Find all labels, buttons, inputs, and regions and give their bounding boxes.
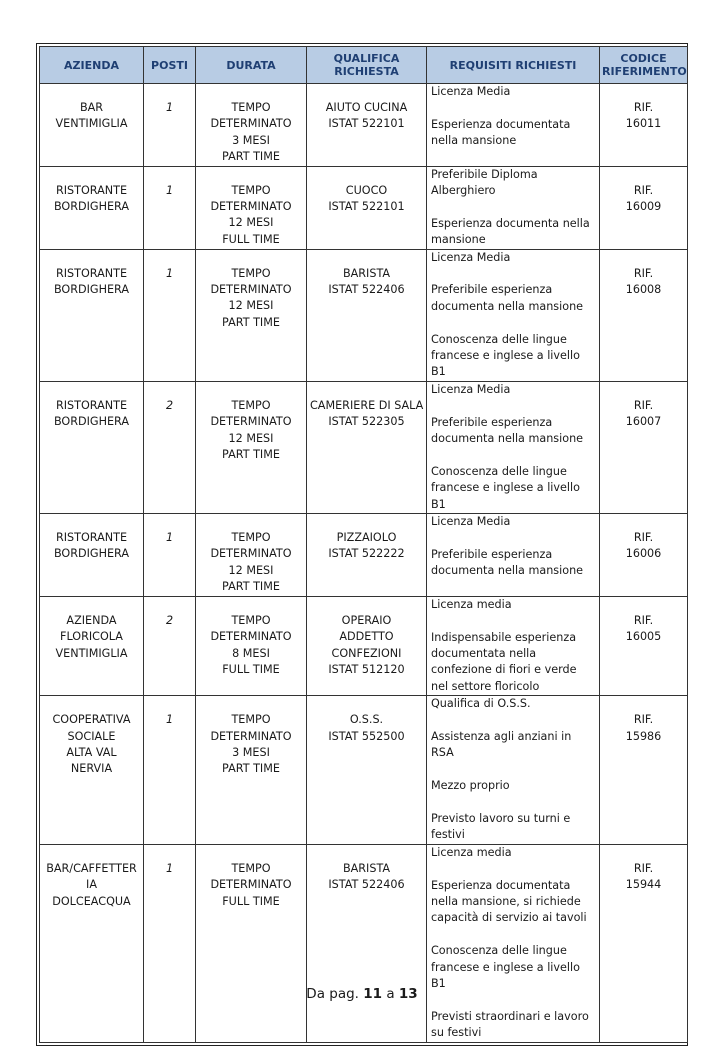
requisiti-cell-line: documenta nella mansione [431, 564, 584, 578]
codice-cell-line: RIF. [633, 531, 654, 545]
azienda-cell [40, 696, 144, 845]
requisiti-cell-line: francese e inglese a livello B1 [431, 481, 580, 511]
codice-cell-line: 16009 [625, 200, 662, 214]
requisiti-cell [427, 381, 600, 513]
durata-cell [196, 84, 307, 167]
durata-cell [196, 696, 307, 845]
durata-cell-line: 8 MESI [232, 646, 270, 660]
azienda-cell-line: RISTORANTE [55, 266, 128, 280]
requisiti-cell-line: documentata nella [431, 646, 537, 660]
qualifica-cell-line: CAMERIERE DI SALA [310, 398, 424, 412]
requisiti-cell-line: Assistenza agli anziani in RSA [431, 729, 572, 760]
requisiti-cell-line [431, 613, 596, 629]
qualifica-cell-line: CUOCO [345, 183, 388, 197]
codice-cell-line: 15944 [625, 878, 662, 892]
azienda-cell-line: DOLCEACQUA [52, 894, 131, 908]
codice-cell-line: RIF. [633, 613, 654, 627]
qualifica-cell-line: ADDETTO [339, 630, 394, 644]
durata-cell-line: TEMPO [231, 613, 271, 627]
qualifica-cell-line: CONFEZIONI [331, 646, 402, 660]
requisiti-cell-line: documenta nella mansione [431, 432, 584, 446]
qualifica-cell [307, 696, 427, 845]
requisiti-cell-line: nel settore floricolo [431, 679, 540, 693]
azienda-cell-line: NERVIA [70, 762, 113, 776]
requisiti-cell-line: Preferibile Diploma [431, 167, 538, 181]
requisiti-cell-line: Licenza Media [431, 85, 511, 98]
requisiti-cell [427, 844, 600, 1042]
codice-cell [600, 844, 688, 1042]
durata-cell-line: DETERMINATO [210, 547, 292, 561]
qualifica-cell [307, 249, 427, 381]
requisiti-cell-line: Licenza Media [431, 250, 511, 264]
azienda-cell [40, 249, 144, 381]
requisiti-cell-line: Preferibile esperienza [431, 547, 553, 561]
table-body [40, 84, 688, 1043]
qualifica-cell [307, 381, 427, 513]
header-qualifica-line1: QUALIFICA [333, 52, 400, 65]
durata-cell-line: 3 MESI [232, 745, 270, 759]
azienda-cell-line: BORDIGHERA [53, 283, 130, 297]
requisiti-cell-line: documenta nella mansione [431, 299, 584, 313]
codice-cell-line: RIF. [633, 266, 654, 280]
durata-cell-line: TEMPO [231, 531, 271, 545]
header-durata: DURATA [196, 47, 307, 84]
durata-cell-line: DETERMINATO [210, 200, 292, 214]
requisiti-cell-line [431, 100, 596, 116]
qualifica-cell [307, 514, 427, 597]
qualifica-cell-line: ISTAT 522406 [328, 283, 405, 297]
requisiti-cell-line: Esperienza documentata [431, 878, 571, 892]
header-requisiti: REQUISITI RICHIESTI [427, 47, 600, 84]
qualifica-cell [307, 166, 427, 249]
table-row [40, 696, 688, 845]
qualifica-cell-line: PIZZAIOLO [336, 531, 397, 545]
azienda-cell-line: SOCIALE [67, 729, 116, 743]
requisiti-cell-line: Preferibile esperienza [431, 415, 553, 429]
azienda-cell-line: AZIENDA [66, 613, 117, 627]
durata-cell-line: TEMPO [231, 398, 271, 412]
qualifica-cell-line: ISTAT 522305 [328, 415, 405, 429]
header-qualifica-line2: RICHIESTA [334, 65, 399, 78]
durata-cell [196, 596, 307, 695]
footer-page-from: 11 [363, 986, 383, 1002]
posti-cell: 1 [144, 249, 196, 381]
requisiti-cell-line: Indispensabile esperienza [431, 630, 577, 644]
qualifica-cell-line: O.S.S. [349, 713, 384, 727]
durata-cell [196, 514, 307, 597]
durata-cell-line: DETERMINATO [210, 283, 292, 297]
requisiti-cell-line [431, 530, 596, 546]
job-offers-table [39, 46, 688, 1043]
job-offers-frame [36, 43, 688, 1046]
azienda-cell [40, 514, 144, 597]
requisiti-cell-line: Licenza media [431, 845, 512, 859]
requisiti-cell [427, 166, 600, 249]
durata-cell [196, 381, 307, 513]
header-codice-line2: RIFERIMENTO [602, 65, 687, 78]
posti-cell: 1 [144, 696, 196, 845]
qualifica-cell [307, 844, 427, 1042]
azienda-cell-line: RISTORANTE [55, 398, 128, 412]
requisiti-cell [427, 249, 600, 381]
azienda-cell-line: BAR [79, 101, 104, 114]
durata-cell-line: PART TIME [222, 150, 280, 164]
requisiti-cell-line: nella mansione, si richiede [431, 894, 581, 908]
header-azienda: AZIENDA [40, 47, 144, 84]
requisiti-cell-line: Licenza media [431, 597, 512, 611]
durata-cell-line: FULL TIME [222, 894, 280, 908]
posti-cell: 1 [144, 84, 196, 167]
qualifica-cell [307, 596, 427, 695]
codice-cell-line: 16008 [625, 283, 662, 297]
requisiti-cell-line [431, 447, 596, 463]
requisiti-cell-line [431, 927, 596, 943]
durata-cell-line: TEMPO [231, 183, 271, 197]
requisiti-cell-line [431, 266, 596, 282]
requisiti-cell-line: Conoscenza delle lingue [431, 332, 567, 346]
durata-cell-line: DETERMINATO [210, 630, 292, 644]
footer-prefix: Da pag. [306, 986, 364, 1002]
requisiti-cell-line: Previsti straordinari e lavoro [431, 1009, 589, 1023]
codice-cell-line: RIF. [633, 398, 654, 412]
requisiti-cell-line: confezione di fiori e verde [431, 663, 577, 677]
requisiti-cell-line: Conoscenza delle lingue [431, 464, 567, 478]
azienda-cell [40, 381, 144, 513]
requisiti-cell-line: Preferibile esperienza [431, 283, 553, 297]
azienda-cell-line: VENTIMIGLIA [55, 117, 128, 131]
posti-cell: 1 [144, 844, 196, 1042]
durata-cell-line: TEMPO [231, 713, 271, 727]
qualifica-cell-line: ISTAT 522101 [328, 117, 405, 131]
posti-cell: 1 [144, 514, 196, 597]
durata-cell-line: PART TIME [222, 315, 280, 329]
header-posti: POSTI [144, 47, 196, 84]
qualifica-cell-line: ISTAT 552500 [328, 729, 405, 743]
qualifica-cell-line: AIUTO CUCINA [325, 101, 408, 114]
footer-middle: a [382, 986, 399, 1002]
azienda-cell-line: BORDIGHERA [53, 547, 130, 561]
durata-cell-line: TEMPO [231, 266, 271, 280]
azienda-cell [40, 596, 144, 695]
requisiti-cell-line: Previsto lavoro su turni e [431, 811, 571, 825]
durata-cell-line: DETERMINATO [210, 117, 292, 131]
codice-cell [600, 381, 688, 513]
requisiti-cell-line [431, 713, 596, 729]
requisiti-cell-line [431, 315, 596, 331]
requisiti-cell-line: mansione [431, 233, 486, 247]
table-row [40, 514, 688, 597]
qualifica-cell-line: BARISTA [342, 861, 391, 875]
requisiti-cell-line: Licenza Media [431, 382, 511, 396]
azienda-cell [40, 84, 144, 167]
azienda-cell-line: RISTORANTE [55, 531, 128, 545]
header-codice-line1: CODICE [620, 52, 667, 65]
azienda-cell-line: FLORICOLA [60, 630, 123, 644]
requisiti-cell [427, 514, 600, 597]
durata-cell-line: FULL TIME [222, 662, 280, 676]
durata-cell-line: PART TIME [222, 762, 280, 776]
requisiti-cell [427, 596, 600, 695]
qualifica-cell-line: ISTAT 522101 [328, 200, 405, 214]
requisiti-cell-line [431, 762, 596, 778]
durata-cell-line: DETERMINATO [210, 878, 292, 892]
durata-cell [196, 844, 307, 1042]
table-row [40, 844, 688, 1042]
requisiti-cell-line [431, 199, 596, 215]
requisiti-cell [427, 84, 600, 167]
durata-cell-line: 12 MESI [228, 299, 274, 313]
header-qualifica [307, 47, 427, 84]
requisiti-cell-line: Esperienza documenta nella [431, 216, 590, 230]
requisiti-cell-line: Alberghiero [431, 184, 496, 198]
durata-cell-line: PART TIME [222, 580, 280, 594]
requisiti-cell-line: Mezzo proprio [431, 779, 510, 793]
codice-cell-line: 16005 [625, 630, 662, 644]
table-row [40, 84, 688, 167]
requisiti-cell-line: capacità di servizio ai tavoli [431, 911, 587, 925]
durata-cell-line: TEMPO [231, 861, 271, 875]
qualifica-cell-line: ISTAT 512120 [328, 662, 405, 676]
durata-cell-line: 3 MESI [232, 133, 270, 147]
codice-cell [600, 166, 688, 249]
table-row [40, 249, 688, 381]
codice-cell-line: RIF. [633, 183, 654, 197]
codice-cell-line: RIF. [633, 713, 654, 727]
footer-page-to: 13 [398, 986, 418, 1002]
requisiti-cell-line: Licenza Media [431, 515, 511, 529]
codice-cell [600, 249, 688, 381]
durata-cell-line: 12 MESI [228, 216, 274, 230]
requisiti-cell-line [431, 398, 596, 414]
requisiti-cell-line [431, 795, 596, 811]
table-header-row [40, 47, 688, 84]
durata-cell-line: 12 MESI [228, 563, 274, 577]
azienda-cell-line: COOPERATIVA [52, 713, 131, 727]
qualifica-cell [307, 84, 427, 167]
azienda-cell-line: ALTA VAL [66, 745, 117, 759]
qualifica-cell-line: ISTAT 522406 [328, 878, 405, 892]
codice-cell-line: 16006 [625, 547, 662, 561]
azienda-cell-line: RISTORANTE [55, 183, 128, 197]
durata-cell-line: PART TIME [222, 448, 280, 462]
codice-cell-line: 16011 [625, 117, 662, 131]
codice-cell [600, 514, 688, 597]
codice-cell-line: RIF. [633, 101, 654, 114]
durata-cell-line: 12 MESI [228, 431, 274, 445]
requisiti-cell-line: Qualifica di O.S.S. [431, 697, 531, 711]
posti-cell: 2 [144, 381, 196, 513]
requisiti-cell-line: Esperienza documentata [431, 117, 571, 131]
codice-cell [600, 84, 688, 167]
codice-cell-line: 15986 [625, 729, 662, 743]
table-row [40, 166, 688, 249]
table-row [40, 596, 688, 695]
azienda-cell [40, 166, 144, 249]
posti-cell: 2 [144, 596, 196, 695]
durata-cell-line: DETERMINATO [210, 729, 292, 743]
qualifica-cell-line: ISTAT 522222 [328, 547, 405, 561]
page-footer [0, 986, 724, 1002]
header-codice [600, 47, 688, 84]
durata-cell [196, 166, 307, 249]
azienda-cell-line: BAR/CAFFETTER [46, 861, 137, 875]
azienda-cell-line: BORDIGHERA [53, 415, 130, 429]
azienda-cell-line: BORDIGHERA [53, 200, 130, 214]
requisiti-cell-line: francese e inglese a livello B1 [431, 960, 580, 990]
qualifica-cell-line: BARISTA [342, 266, 391, 280]
qualifica-cell-line: OPERAIO [341, 613, 392, 627]
azienda-cell-line: IA [86, 878, 97, 892]
requisiti-cell-line: nella mansione [431, 134, 517, 148]
requisiti-cell-line: su festivi [431, 1026, 482, 1040]
durata-cell-line: TEMPO [231, 101, 271, 114]
posti-cell: 1 [144, 166, 196, 249]
requisiti-cell-line: francese e inglese a livello B1 [431, 349, 580, 379]
azienda-cell-line: VENTIMIGLIA [55, 646, 128, 660]
durata-cell [196, 249, 307, 381]
durata-cell-line: FULL TIME [222, 232, 280, 246]
requisiti-cell-line: Conoscenza delle lingue [431, 944, 567, 958]
azienda-cell [40, 844, 144, 1042]
codice-cell [600, 596, 688, 695]
codice-cell-line: RIF. [633, 861, 654, 875]
codice-cell [600, 696, 688, 845]
durata-cell-line: DETERMINATO [210, 415, 292, 429]
requisiti-cell [427, 696, 600, 845]
table-row [40, 381, 688, 513]
requisiti-cell-line: festivi [431, 828, 465, 842]
codice-cell-line: 16007 [625, 415, 662, 429]
requisiti-cell-line [431, 861, 596, 877]
